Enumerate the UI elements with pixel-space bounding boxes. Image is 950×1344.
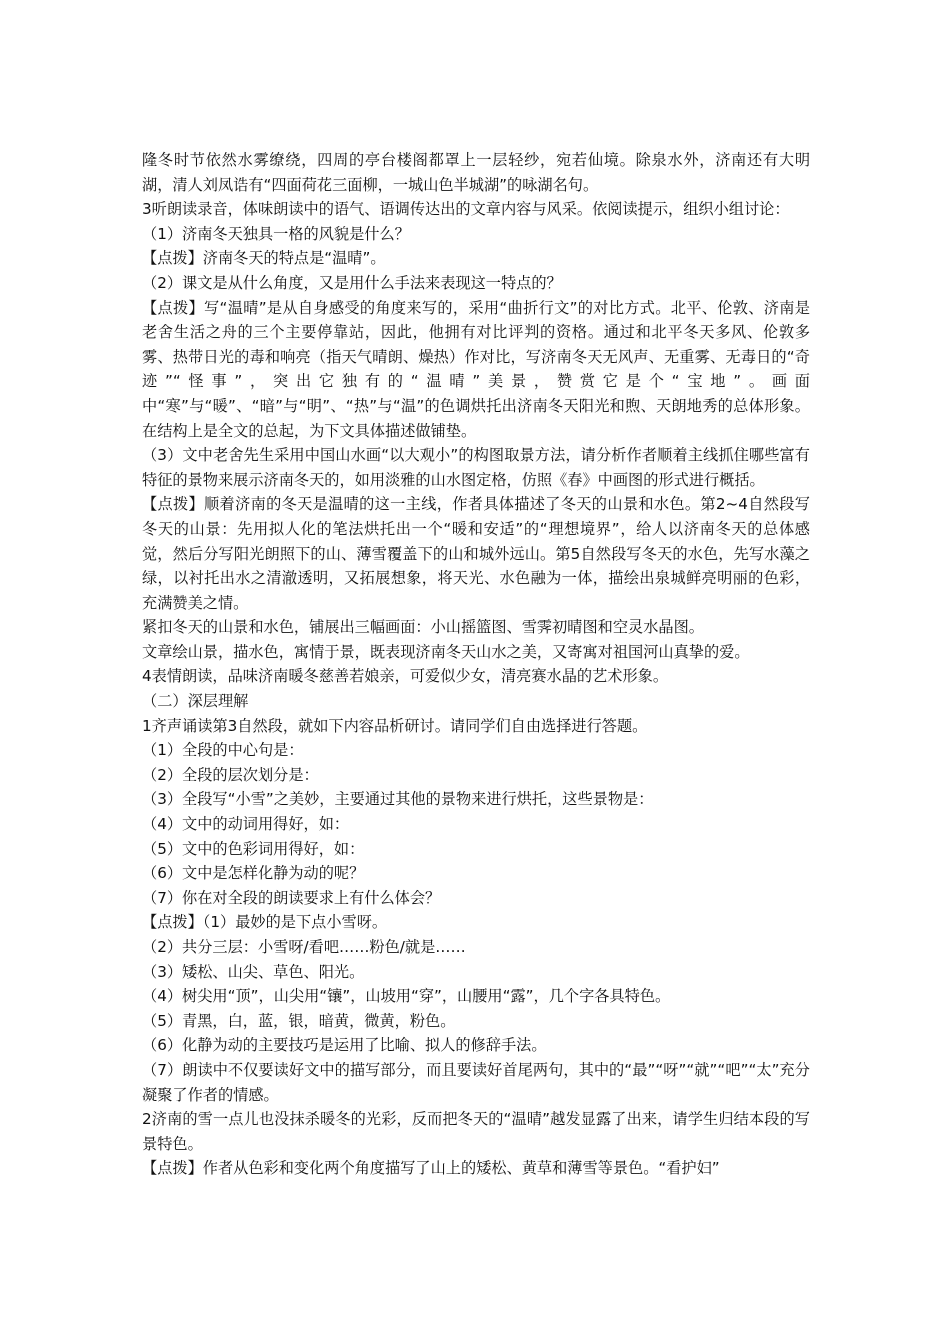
paragraph: 文章绘山景，描水色，寓情于景，既表现济南冬天山水之美，又寄寓对祖国河山真挚的爱。 [142, 642, 750, 661]
hint-paragraph: 【点拨】作者从色彩和变化两个角度描写了山上的矮松、黄草和薄雪等景色。“看护妇” [142, 1159, 720, 1178]
paragraph: 4表情朗读，品味济南暖冬慈善若娘亲，可爱似少女，清亮赛水晶的艺术形象。 [142, 667, 669, 686]
answer-item: （3）矮松、山尖、草色、阳光。 [142, 962, 365, 981]
answer-item: （4）树尖用“顶”，山尖用“镶”，山坡用“穿”，山腰用“露”，几个字各具特色。 [142, 987, 671, 1006]
question-item: （5）文中的色彩词用得好，如： [142, 839, 365, 858]
answer-item: （5）青黑，白，蓝，银，暗黄，微黄，粉色。 [142, 1011, 456, 1030]
section-heading: （二）深层理解 [142, 692, 249, 711]
question-item: （2）全段的层次划分是： [142, 765, 319, 784]
hint-paragraph: 【点拨】顺着济南的冬天是温晴的这一主线，作者具体描述了冬天的山景和水色。第2~4自然段写冬天的山景：先用拟人化的笔法烘托出一个“暖和安适”的“理想境界”，给人以济南冬天的总体感觉，然后分写阳光朗照下的山、薄雪覆盖下的山和城外远山。第5自然段写冬天的水色，先写水藻之绿，以衬托出水之清澈透明，又拓展想象，将天光、水色融为一体，描绘出泉城鲜亮明丽的色彩，充满赞美之情。 [142, 495, 810, 612]
question-item: （1）全段的中心句是： [142, 741, 304, 760]
question-item: （7）你在对全段的朗读要求上有什么体会？ [142, 888, 441, 907]
question-item: （3）文中老舍先生采用中国山水画“以大观小”的构图取景方法，请分析作者顺着主线抓住哪些富有特征的景物来展示济南冬天的，如用淡雅的山水图定格，仿照《春》中画图的形式进行概括。 [142, 446, 810, 489]
answer-item: （6）化静为动的主要技巧是运用了比喻、拟人的修辞手法。 [142, 1036, 547, 1055]
hint-paragraph: 【点拨】写“温晴”是从自身感受的角度来写的，采用“曲折行文”的对比方式。北平、伦敦、济南是老舍生活之舟的三个主要停靠站，因此，他拥有对比评判的资格。通过和北平冬天多风、伦敦多雾、热带日光的毒和响亮（指天气晴朗、燥热）作对比，写济南冬天无风声、无重雾、无毒日的“奇迹”“怪事”，突出它独有的“温晴”美景，赞赏它是个“宝地”。画面中“寒”与“暖”、“暗”与“明”、“热”与“温”的色调烘托出济南冬天阳光和煦、天朗地秀的总体形象。在结构上是全文的总起，为下文具体描述做铺垫。 [142, 298, 810, 440]
question-item: （2）课文是从什么角度，又是用什么手法来表现这一特点的？ [142, 273, 562, 292]
paragraph: 隆冬时节依然水雾缭绕，四周的亭台楼阁都罩上一层轻纱，宛若仙境。除泉水外，济南还有大明湖，清人刘凤诰有“四面荷花三面柳，一城山色半城湖”的咏湖名句。 [142, 151, 810, 194]
answer-item: （2）共分三层：小雪呀/看吧……粉色/就是…… [142, 938, 466, 956]
question-item: （1）济南冬天独具一格的风貌是什么？ [142, 224, 410, 243]
question-item: （6）文中是怎样化静为动的呢？ [142, 864, 365, 883]
hint-paragraph: 【点拨】济南冬天的特点是“温晴”。 [142, 249, 386, 268]
paragraph: 紧扣冬天的山景和水色，铺展出三幅画面：小山摇篮图、雪霁初晴图和空灵水晶图。 [142, 618, 704, 637]
paragraph: 1齐声诵读第3自然段，就如下内容品析研讨。请同学们自由选择进行答题。 [142, 716, 648, 735]
answer-item: （7）朗读中不仅要读好文中的描写部分，而且要读好首尾两句，其中的“最”“呀”“就”“吧”“太”充分凝聚了作者的情感。 [142, 1060, 810, 1104]
paragraph: 2济南的雪一点儿也没抹杀暖冬的光彩，反而把冬天的“温晴”越发显露了出来，请学生归结本段的写景特色。 [142, 1110, 810, 1153]
paragraph: 3听朗读录音，体味朗读中的语气、语调传达出的文章内容与风采。依阅读提示，组织小组讨论： [142, 200, 790, 219]
hint-paragraph: 【点拨】（1）最妙的是下点小雪呀。 [142, 913, 388, 932]
document-body [142, 148, 810, 1181]
question-item: （4）文中的动词用得好，如： [142, 815, 350, 834]
question-item: （3）全段写“小雪”之美妙，主要通过其他的景物来进行烘托，这些景物是： [142, 790, 654, 809]
